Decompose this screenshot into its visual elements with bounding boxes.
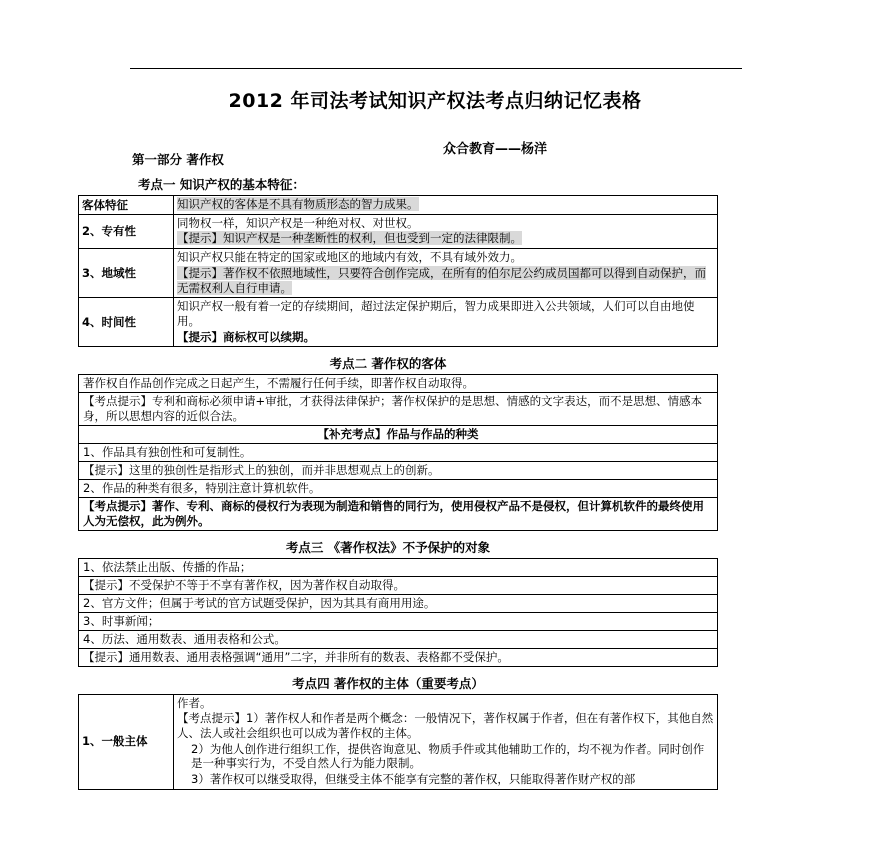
row-text: 【补充考点】作品与作品的种类 (317, 427, 479, 442)
table-row (79, 214, 718, 248)
table-row (79, 612, 718, 630)
row-text: 作者。 (177, 695, 212, 710)
byline: 众合教育——杨洋 (442, 142, 547, 157)
row-label: 3、地域性 (79, 249, 174, 298)
row-content (79, 648, 718, 666)
section-heading-3: 考点三 《著作权法》不予保护的对象 (285, 539, 491, 555)
table-row (79, 630, 718, 648)
row-text: 【考点提示】专利和商标必须申请+审批，才获得法律保护；著作权保护的是思想、情感的文字表达，而不是思想、情感本身，所以思想内容的近似合法。 (83, 394, 703, 424)
row-text: 知识产权一般有着一定的存续期间，超过法定保护期后，智力成果即进入公共领域，人们可以自由地使用。 (177, 299, 695, 329)
row-content (79, 594, 718, 612)
table-row (79, 648, 718, 666)
table-section-4 (78, 694, 718, 790)
row-text: 4、历法、通用数表、通用表格和公式。 (83, 631, 286, 646)
row-content (79, 426, 718, 444)
row-text: 著作权自作品创作完成之日起产生，不需履行任何手续，即著作权自动取得。 (83, 376, 474, 391)
row-text: 【提示】不受保护不等于不享有著作权，因为著作权自动取得。 (83, 577, 405, 592)
table-row (79, 558, 718, 576)
part-label: 第一部分 著作权 (132, 152, 224, 167)
table-row (79, 498, 718, 531)
section-heading-1: 考点一 知识产权的基本特征： (138, 177, 305, 192)
row-text: 知识产权只能在特定的国家或地区的地域内有效，不具有域外效力。 (177, 250, 522, 265)
section-heading-4: 考点四 著作权的主体（重要考点） (292, 675, 484, 691)
row-content (79, 375, 718, 393)
document-content (78, 150, 792, 790)
row-content (174, 214, 718, 248)
row-content (79, 612, 718, 630)
row-content (174, 249, 718, 298)
table-row (79, 375, 718, 393)
row-text: 【考点提示】1）著作权人和作者是两个概念：一般情况下，著作权属于作者，但在有著作权下，其他自然人、法人或社会组织也可以成为著作权的主体。 (177, 711, 714, 740)
table-row (79, 594, 718, 612)
table-row (79, 480, 718, 498)
row-content (174, 694, 718, 789)
table-row (79, 249, 718, 298)
row-text: 【提示】这里的独创性是指形式上的独创，而并非思想观点上的创新。 (83, 463, 440, 478)
row-content (174, 298, 718, 347)
page-title: 2012 年司法考试知识产权法考点归纳记忆表格 (228, 90, 642, 112)
row-label: 4、时间性 (79, 298, 174, 347)
row-text: 知识产权的客体是不具有物质形态的智力成果。 (177, 197, 419, 211)
row-content (79, 498, 718, 531)
table-row (79, 426, 718, 444)
row-text: 【提示】商标权可以续期。 (177, 329, 315, 344)
row-text: 2）为他人创作进行组织工作，提供咨询意见、物质手件或其他辅助工作的，均不视为作者。同时创作是一种事实行为，不受自然人行为能力限制。 (191, 741, 705, 771)
table-row (79, 298, 718, 347)
row-text: 1、依法禁止出版、传播的作品； (83, 559, 252, 574)
row-label: 2、专有性 (79, 214, 174, 248)
table-section-2 (78, 374, 718, 530)
row-text: 【提示】著作权不依照地域性，只要符合创作完成，在所有的伯尔尼公约成员国都可以得到自动保护，而无需权利人自行申请。 (177, 265, 706, 295)
header-rule (130, 68, 742, 69)
row-text: 【考点提示】著作、专利、商标的侵权行为表现为制造和销售的同行为，使用侵权产品不是侵权，但计算机软件的最终使用人为无偿权，此为例外。 (83, 499, 704, 528)
table-row (79, 393, 718, 426)
table-row (79, 444, 718, 462)
table-row (79, 462, 718, 480)
row-text: 3）著作权可以继受取得，但继受主体不能享有完整的著作权，只能取得著作财产权的部 (191, 772, 636, 787)
row-content (79, 393, 718, 426)
table-section-3 (78, 558, 718, 667)
row-text: 2、作品的种类有很多，特别注意计算机软件。 (83, 481, 321, 496)
row-content (79, 462, 718, 480)
row-text: 【提示】通用数表、通用表格强调“通用”二字，并非所有的数表、表格都不受保护。 (83, 649, 509, 664)
row-content (79, 576, 718, 594)
row-content (79, 558, 718, 576)
row-content (79, 480, 718, 498)
row-text: 1、作品具有独创性和可复制性。 (83, 445, 252, 460)
row-text: 同物权一样，知识产权是一种绝对权、对世权。 (177, 215, 419, 230)
section-heading-2: 考点二 著作权的客体 (329, 356, 447, 372)
row-content (174, 196, 718, 215)
row-label: 1、一般主体 (79, 694, 174, 789)
table-row (79, 196, 718, 215)
row-label: 客体特征 (79, 196, 174, 215)
table-row (79, 576, 718, 594)
row-text: 【提示】知识产权是一种垄断性的权利，但也受到一定的法律限制。 (177, 231, 522, 246)
row-text: 3、时事新闻； (83, 613, 160, 628)
table-row (79, 694, 718, 789)
row-content (79, 444, 718, 462)
table-section-1 (78, 195, 718, 347)
row-text: 2、官方文件；但属于考试的官方试题受保护，因为其具有商用用途。 (83, 595, 436, 610)
row-content (79, 630, 718, 648)
